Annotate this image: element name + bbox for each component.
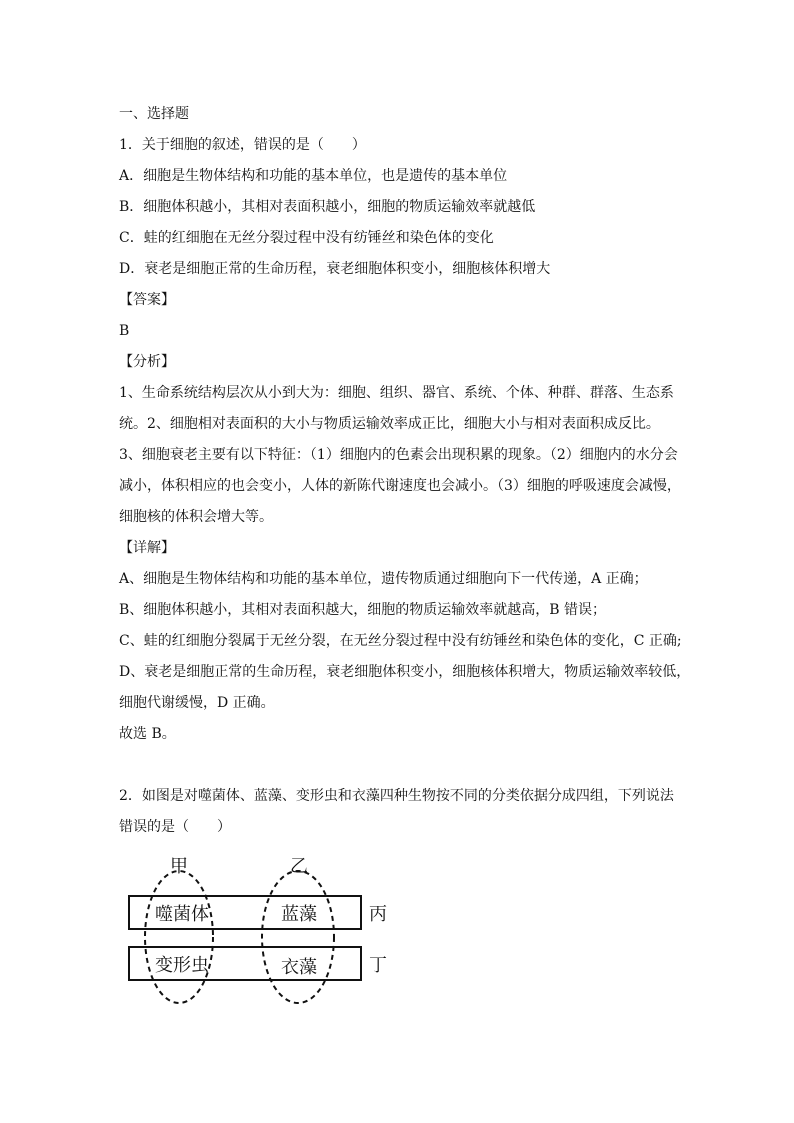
classification-diagram <box>120 850 400 1010</box>
cell-chlamydomonas: 衣藻 <box>281 957 317 978</box>
label-ding: 丁 <box>369 955 387 976</box>
analysis-line: 3、细胞衰老主要有以下特征：（1）细胞内的色素会出现积累的现象。（2）细胞内的水分会 <box>119 447 678 463</box>
analysis-line: 1、生命系统结构层次从小到大为：细胞、组织、器官、系统、个体、种群、群落、生态系 <box>119 385 674 401</box>
question-1-option-c: C．蛙的红细胞在无丝分裂过程中没有纺锤丝和染色体的变化 <box>119 230 494 246</box>
question-1-option-a: A．细胞是生物体结构和功能的基本单位，也是遗传的基本单位 <box>119 168 508 184</box>
question-1-option-d: D．衰老是细胞正常的生命历程，衰老细胞体积变小，细胞核体积增大 <box>119 261 551 277</box>
analysis-line: 减小，体积相应的也会变小，人体的新陈代谢速度也会减小。（3）细胞的呼吸速度会减慢， <box>119 478 681 494</box>
question-2-stem: 2．如图是对噬菌体、蓝藻、变形虫和衣藻四种生物按不同的分类依据分成四组，下列说法 <box>119 788 674 804</box>
conclusion: 故选 B。 <box>119 726 176 742</box>
label-yi: 乙 <box>290 856 308 877</box>
detail-line: C、蛙的红细胞分裂属于无丝分裂，在无丝分裂过程中没有纺锤丝和染色体的变化，C 正确; <box>119 633 682 649</box>
question-2-stem: 错误的是（ ） <box>119 819 231 835</box>
cell-amoeba: 变形虫 <box>155 955 209 976</box>
detail-heading: 【详解】 <box>119 540 175 556</box>
answer-value: B <box>119 323 130 339</box>
detail-line: B、细胞体积越小，其相对表面积越大，细胞的物质运输效率就越高，B 错误； <box>119 602 607 618</box>
detail-line: 细胞代谢缓慢，D 正确。 <box>119 695 275 711</box>
analysis-line: 细胞核的体积会增大等。 <box>119 509 273 525</box>
group-ellipse-jia <box>145 871 213 1003</box>
analysis-line: 统。2、细胞相对表面积的大小与物质运输效率成正比，细胞大小与相对表面积成反比。 <box>119 416 660 432</box>
detail-line: A、细胞是生物体结构和功能的基本单位，遗传物质通过细胞向下一代传递，A 正确； <box>119 571 648 587</box>
label-bing: 丙 <box>369 904 387 925</box>
question-1-stem: 1．关于细胞的叙述，错误的是（ ） <box>119 137 366 153</box>
question-1-option-b: B．细胞体积越小，其相对表面积越小，细胞的物质运输效率就越低 <box>119 199 536 215</box>
cell-blue-algae: 蓝藻 <box>281 904 317 925</box>
analysis-heading: 【分析】 <box>119 354 175 370</box>
detail-line: D、衰老是细胞正常的生命历程，衰老细胞体积变小，细胞核体积增大，物质运输效率较低， <box>119 664 691 680</box>
group-ellipse-yi <box>262 871 334 1003</box>
answer-heading: 【答案】 <box>119 292 175 308</box>
classification-diagram-svg <box>120 850 400 1010</box>
section-title: 一、选择题 <box>119 106 189 122</box>
cell-bacteriophage: 噬菌体 <box>155 904 209 925</box>
label-jia: 甲 <box>170 856 188 877</box>
